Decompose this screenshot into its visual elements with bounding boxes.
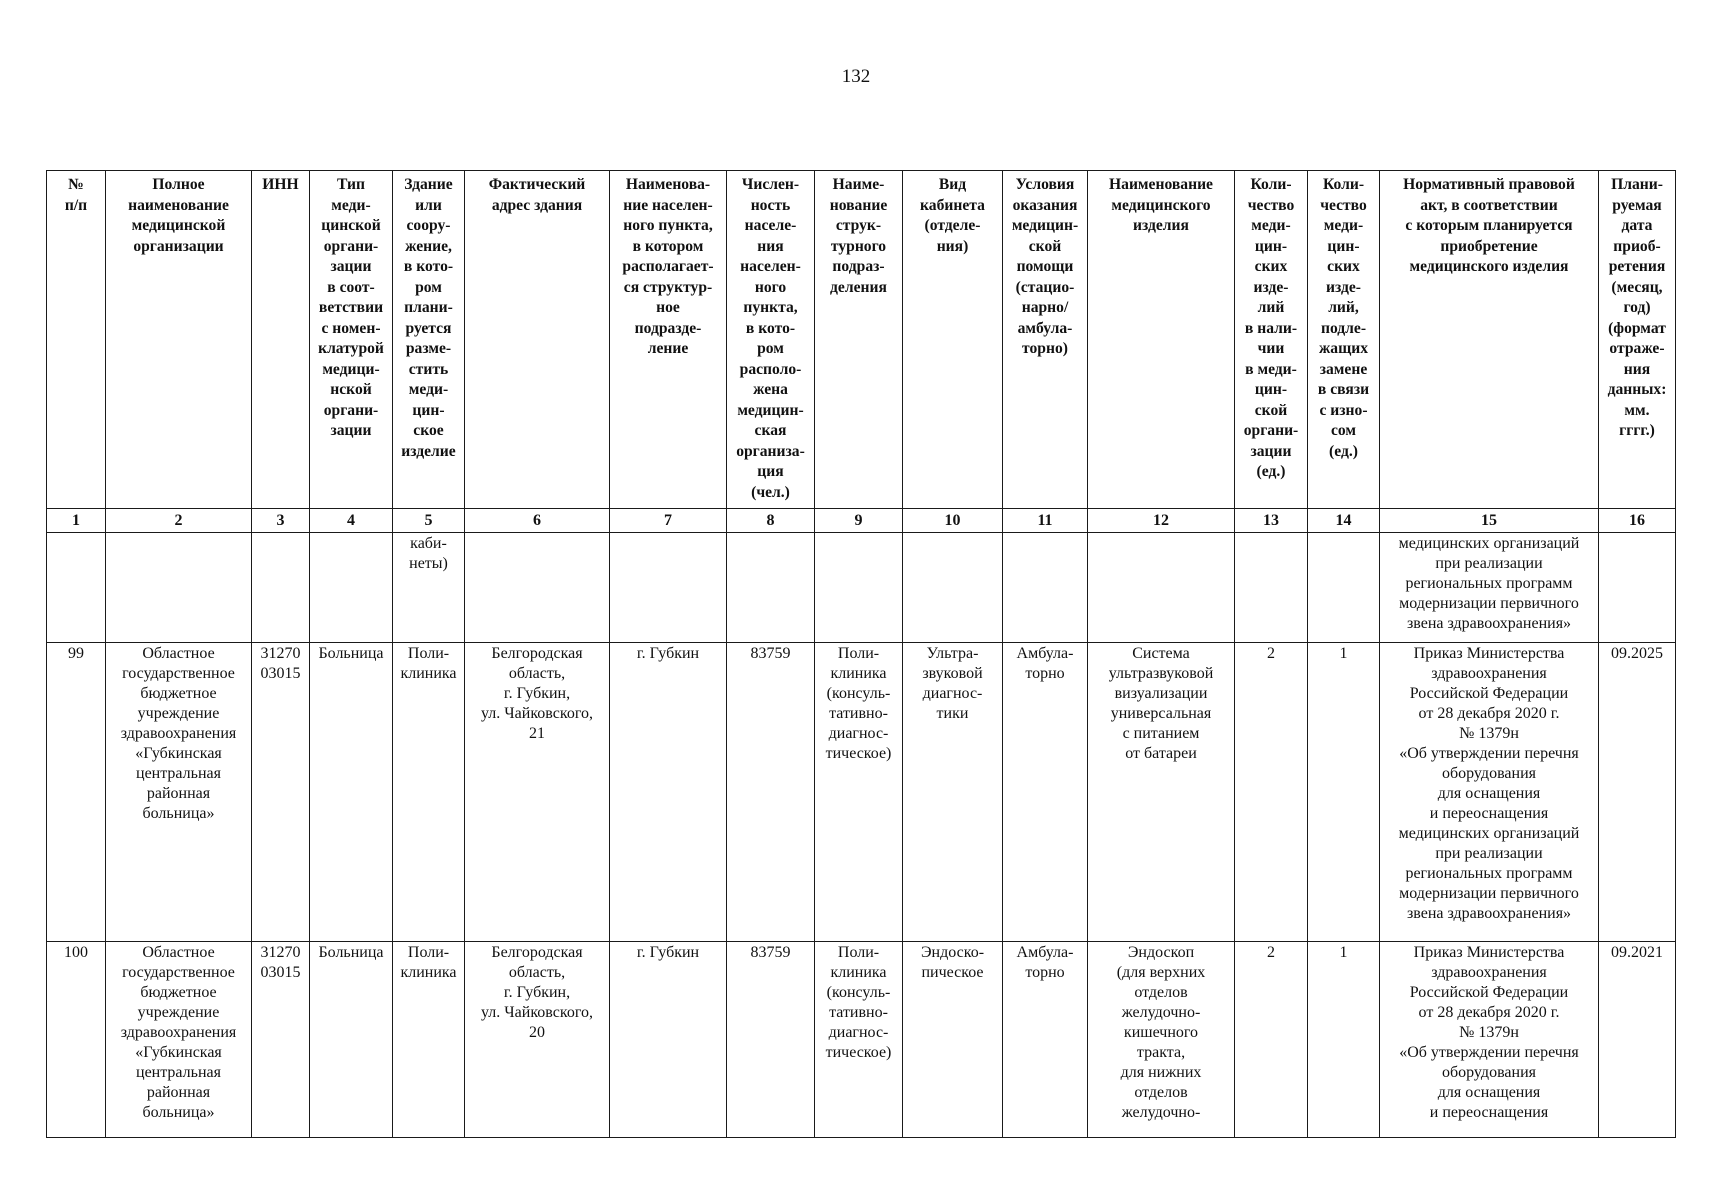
device-name: Система ультразвуковой визуализации универсальная с питанием от батареи (1088, 643, 1235, 942)
equipment-table (46, 170, 1676, 1138)
row-number: 99 (47, 643, 106, 942)
organization-name: Областное государственное бюджетное учреждение здравоохранения «Губкинская центральная районная больница» (106, 643, 252, 942)
devices-to-replace: 1 (1308, 643, 1380, 942)
header-cell: № п/п (47, 171, 106, 509)
care-conditions: Амбула- торно (1003, 643, 1088, 942)
devices-to-replace: 1 (1308, 942, 1380, 1138)
table-cell: медицинских организаций при реализации региональных программ модернизации первичного звена здравоохранения» (1380, 533, 1599, 643)
column-number: 7 (610, 509, 727, 533)
table-cell (310, 533, 393, 643)
header-cell: Полное наименование медицинской организации (106, 171, 252, 509)
page-number: 132 (841, 66, 871, 87)
table-cell (1088, 533, 1235, 643)
column-number: 11 (1003, 509, 1088, 533)
cabinet-type: Ультра- звуковой диагнос- тики (903, 643, 1003, 942)
cabinet-type: Эндоско- пическое (903, 942, 1003, 1138)
header-cell: ИНН (252, 171, 310, 509)
care-conditions: Амбула- торно (1003, 942, 1088, 1138)
header-cell: Плани- руемая дата приоб- ретения (месяц, год) (формат отраже- ния данных: мм. гггг.) (1599, 171, 1676, 509)
column-number: 2 (106, 509, 252, 533)
header-cell: Коли- чество меди- цин- ских изде- лий, подле- жащих замене в связи с изно- сом (ед.) (1308, 171, 1380, 509)
legal-act: Приказ Министерства здравоохранения Российской Федерации от 28 декабря 2020 г. № 1379н «Об утверждении перечня оборудования для оснащения и переоснащения медицинских организаций при реализации региональных программ модернизации первичного звена здравоохранения» (1380, 643, 1599, 942)
column-number: 10 (903, 509, 1003, 533)
devices-available: 2 (1235, 643, 1308, 942)
structural-unit: Поли- клиника (консуль- тативно- диагнос- тическое) (815, 643, 903, 942)
inn: 31270 03015 (252, 643, 310, 942)
header-cell: Нормативный правовой акт, в соответствии с которым планируется приобретение медицинского изделия (1380, 171, 1599, 509)
table-row (47, 643, 1676, 942)
column-number: 12 (1088, 509, 1235, 533)
header-cell: Наиме- нование струк- турного подраз- деления (815, 171, 903, 509)
organization-type: Больница (310, 942, 393, 1138)
row-number: 100 (47, 942, 106, 1138)
header-cell: Числен- ность населе- ния населен- ного пункта, в кото- ром располо- жена медицин- ская организа- ция (чел.) (727, 171, 815, 509)
table-cell (1235, 533, 1308, 643)
header-cell: Наименование медицинского изделия (1088, 171, 1235, 509)
table-cell (903, 533, 1003, 643)
inn: 31270 03015 (252, 942, 310, 1138)
table-cell (47, 533, 106, 643)
table-cell (465, 533, 610, 643)
table-row (47, 942, 1676, 1138)
header-cell: Условия оказания медицин- ской помощи (стацио- нарно/ амбула- торно) (1003, 171, 1088, 509)
column-number: 4 (310, 509, 393, 533)
header-cell: Вид кабинета (отделе- ния) (903, 171, 1003, 509)
table-cell (1003, 533, 1088, 643)
table-cell (1599, 533, 1676, 643)
column-number: 14 (1308, 509, 1380, 533)
table-cell (727, 533, 815, 643)
settlement: г. Губкин (610, 643, 727, 942)
building: Поли- клиника (393, 643, 465, 942)
building: Поли- клиника (393, 942, 465, 1138)
table-cell (815, 533, 903, 643)
header-cell: Коли- чество меди- цин- ских изде- лий в нали- чии в меди- цин- ской органи- зации (ед.) (1235, 171, 1308, 509)
address: Белгородская область, г. Губкин, ул. Чайковского, 21 (465, 643, 610, 942)
table-header-row (47, 171, 1676, 509)
devices-available: 2 (1235, 942, 1308, 1138)
header-cell: Наименова- ние населен- ного пункта, в котором располагает- ся структур- ное подразде- ление (610, 171, 727, 509)
column-number: 8 (727, 509, 815, 533)
device-name: Эндоскоп (для верхних отделов желудочно- кишечного тракта, для нижних отделов желудочно- (1088, 942, 1235, 1138)
settlement: г. Губкин (610, 942, 727, 1138)
column-number: 16 (1599, 509, 1676, 533)
header-cell: Здание или соору- жение, в кото- ром плани- руется разме- стить меди- цин- ское изделие (393, 171, 465, 509)
planned-date: 09.2021 (1599, 942, 1676, 1138)
column-number-row (47, 509, 1676, 533)
column-number: 9 (815, 509, 903, 533)
address: Белгородская область, г. Губкин, ул. Чайковского, 20 (465, 942, 610, 1138)
organization-name: Областное государственное бюджетное учреждение здравоохранения «Губкинская центральная районная больница» (106, 942, 252, 1138)
table-cell (106, 533, 252, 643)
legal-act: Приказ Министерства здравоохранения Российской Федерации от 28 декабря 2020 г. № 1379н «Об утверждении перечня оборудования для оснащения и переоснащения (1380, 942, 1599, 1138)
population: 83759 (727, 942, 815, 1138)
column-number: 5 (393, 509, 465, 533)
header-cell: Тип меди- цинской органи- зации в соот- ветствии с номен- клатурой медици- нской органи- зации (310, 171, 393, 509)
table-cell (1308, 533, 1380, 643)
column-number: 15 (1380, 509, 1599, 533)
continuation-row (47, 533, 1676, 643)
table-cell (252, 533, 310, 643)
table-cell (610, 533, 727, 643)
column-number: 13 (1235, 509, 1308, 533)
structural-unit: Поли- клиника (консуль- тативно- диагнос- тическое) (815, 942, 903, 1138)
column-number: 3 (252, 509, 310, 533)
column-number: 6 (465, 509, 610, 533)
table-cell: каби- неты) (393, 533, 465, 643)
header-cell: Фактический адрес здания (465, 171, 610, 509)
population: 83759 (727, 643, 815, 942)
organization-type: Больница (310, 643, 393, 942)
column-number: 1 (47, 509, 106, 533)
planned-date: 09.2025 (1599, 643, 1676, 942)
